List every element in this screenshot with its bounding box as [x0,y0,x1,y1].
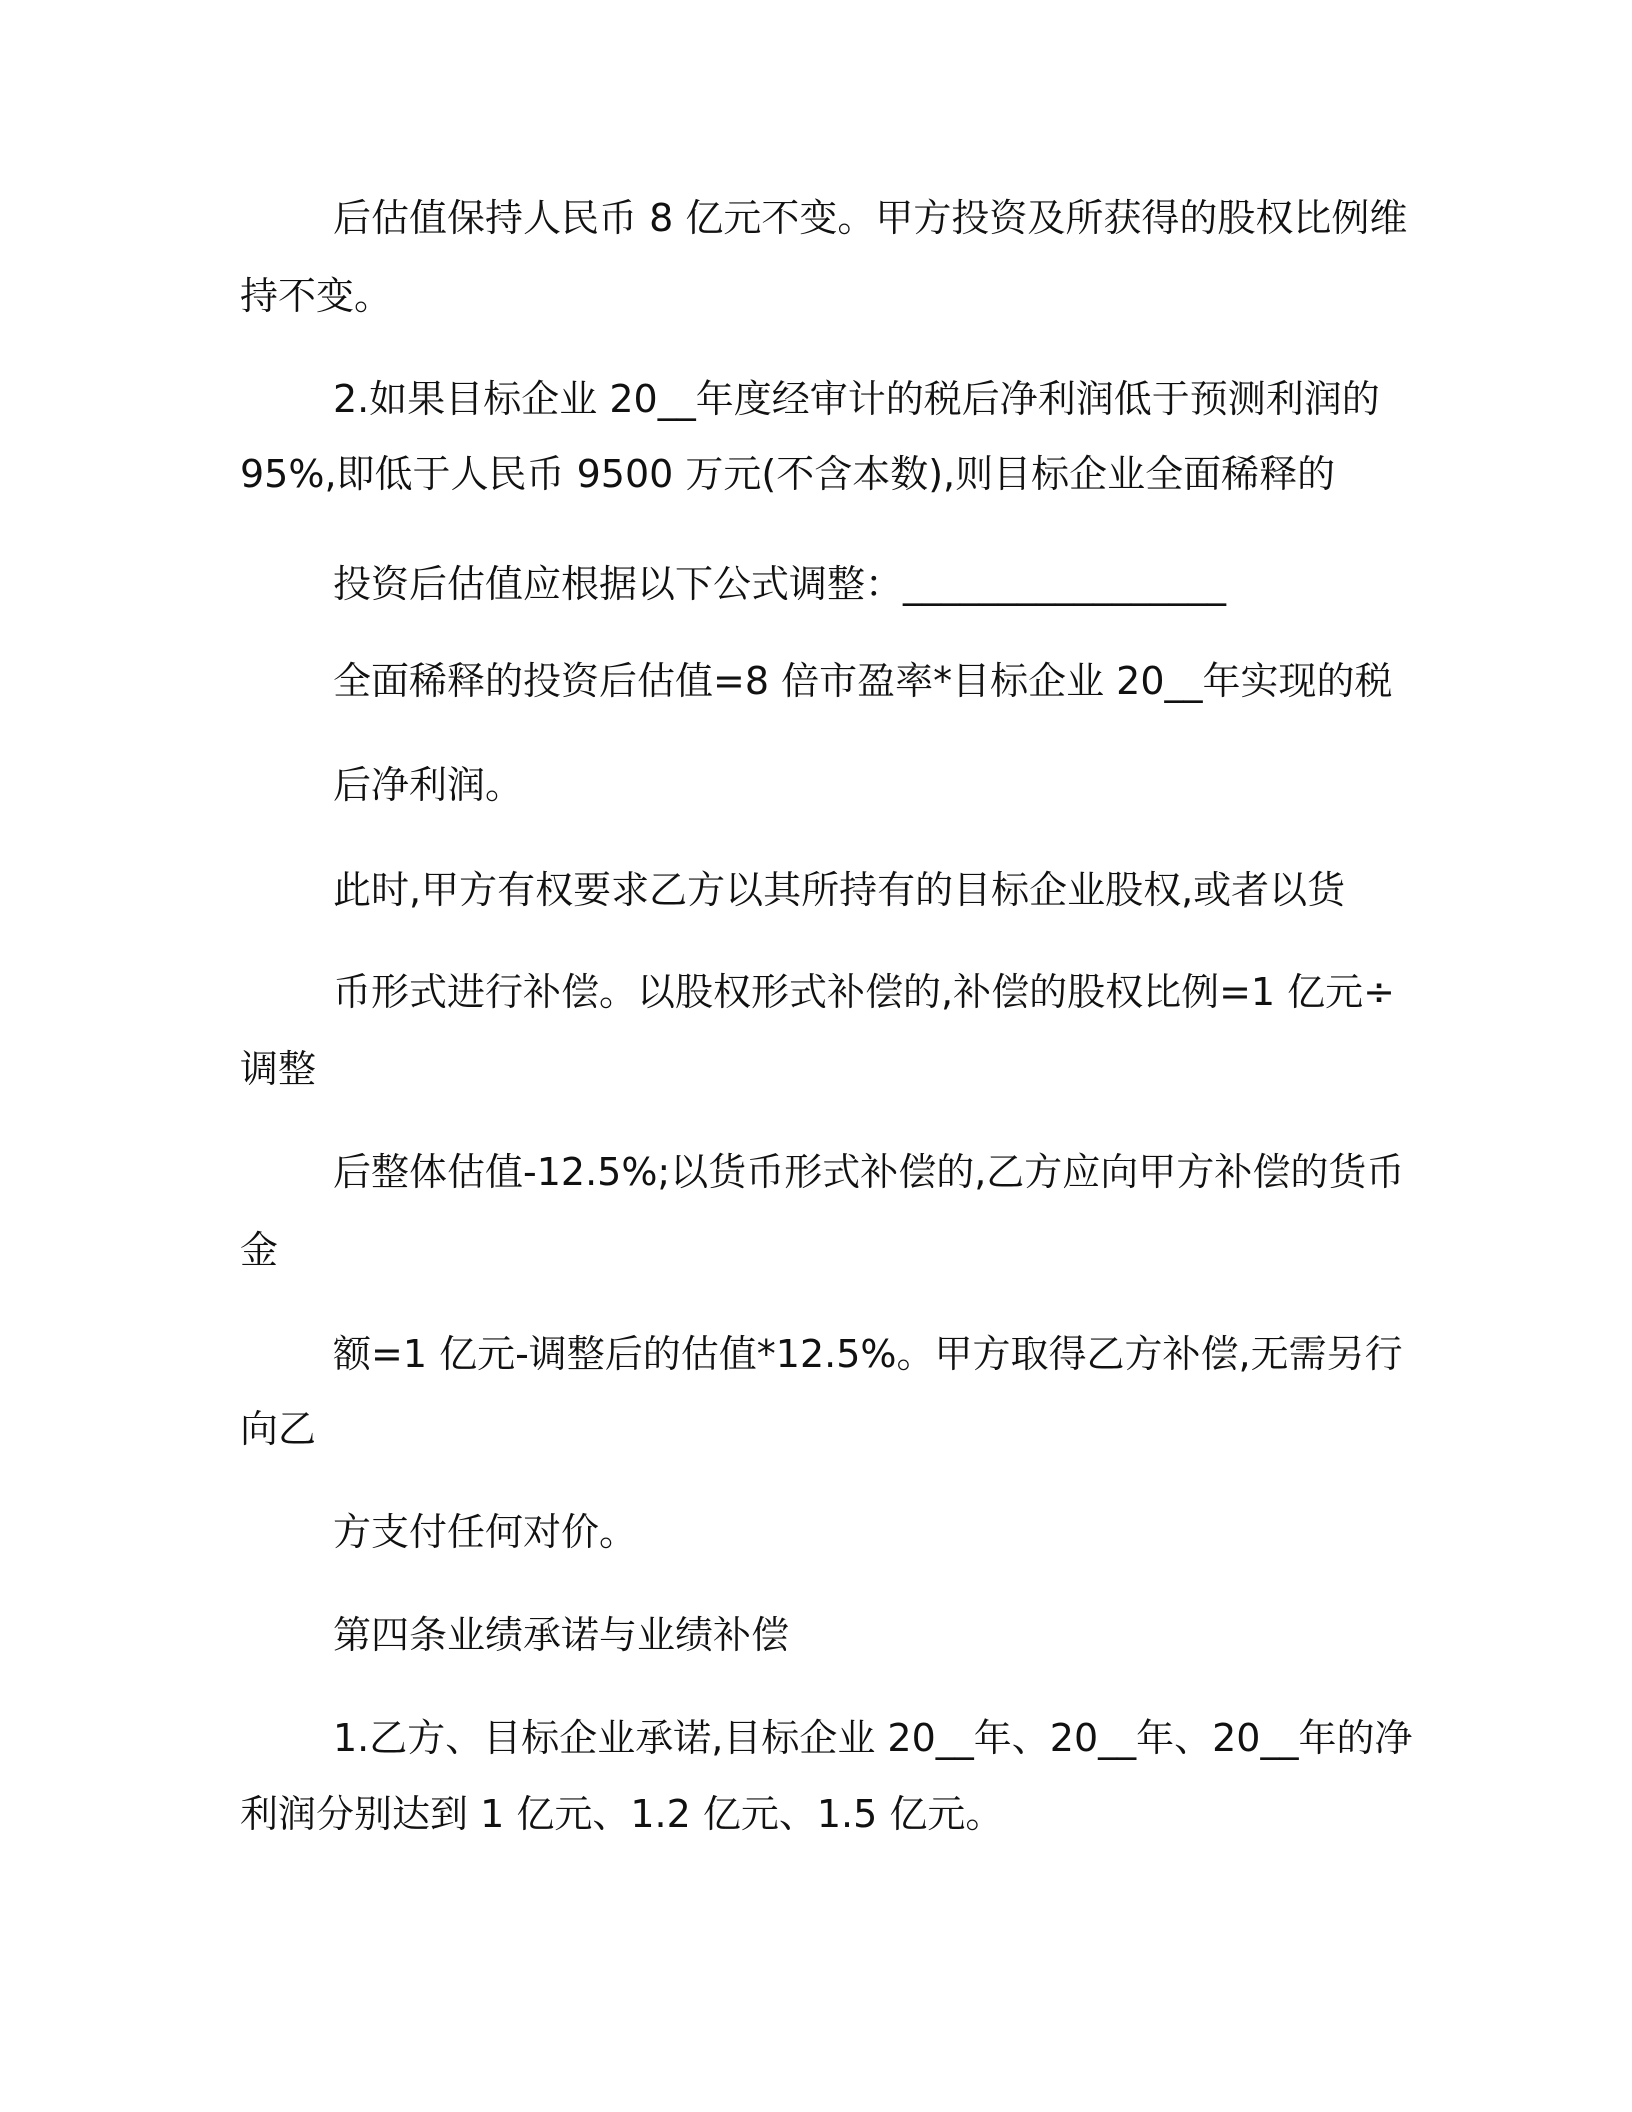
text-line: 后估值保持人民币 8 亿元不变。甲方投资及所获得的股权比例维 [333,196,1408,240]
text-line: 持不变。 [240,274,393,318]
text-line: 2.如果目标企业 20__年度经审计的税后净利润低于预测利润的 [333,377,1380,421]
text-line: 后净利润。 [333,763,524,807]
text-line: 后整体估值-12.5%;以货币形式补偿的,乙方应向甲方补偿的货币 [333,1150,1405,1194]
text-line: 方支付任何对价。 [333,1510,638,1554]
text-line: 币形式进行补偿。以股权形式补偿的,补偿的股权比例=1 亿元÷ [333,970,1396,1014]
text-line: 此时,甲方有权要求乙方以其所持有的目标企业股权,或者以货 [333,868,1346,912]
text-line: 95%,即低于人民币 9500 万元(不含本数),则目标企业全面稀释的 [240,452,1336,496]
text-line: 向乙 [240,1407,317,1451]
text-line: 额=1 亿元-调整后的估值*12.5%。甲方取得乙方补偿,无需另行 [333,1332,1403,1376]
text-line: 投资后估值应根据以下公式调整：_________________ [333,562,1227,606]
text-line: 金 [240,1228,279,1272]
text-line: 1.乙方、目标企业承诺,目标企业 20__年、20__年、20__年的净 [333,1716,1413,1760]
text-line: 全面稀释的投资后估值=8 倍市盈率*目标企业 20__年实现的税 [333,659,1393,703]
section-heading: 第四条业绩承诺与业绩补偿 [333,1613,790,1657]
text-line: 利润分别达到 1 亿元、1.2 亿元、1.5 亿元。 [240,1792,1004,1836]
text-line: 调整 [240,1047,317,1091]
